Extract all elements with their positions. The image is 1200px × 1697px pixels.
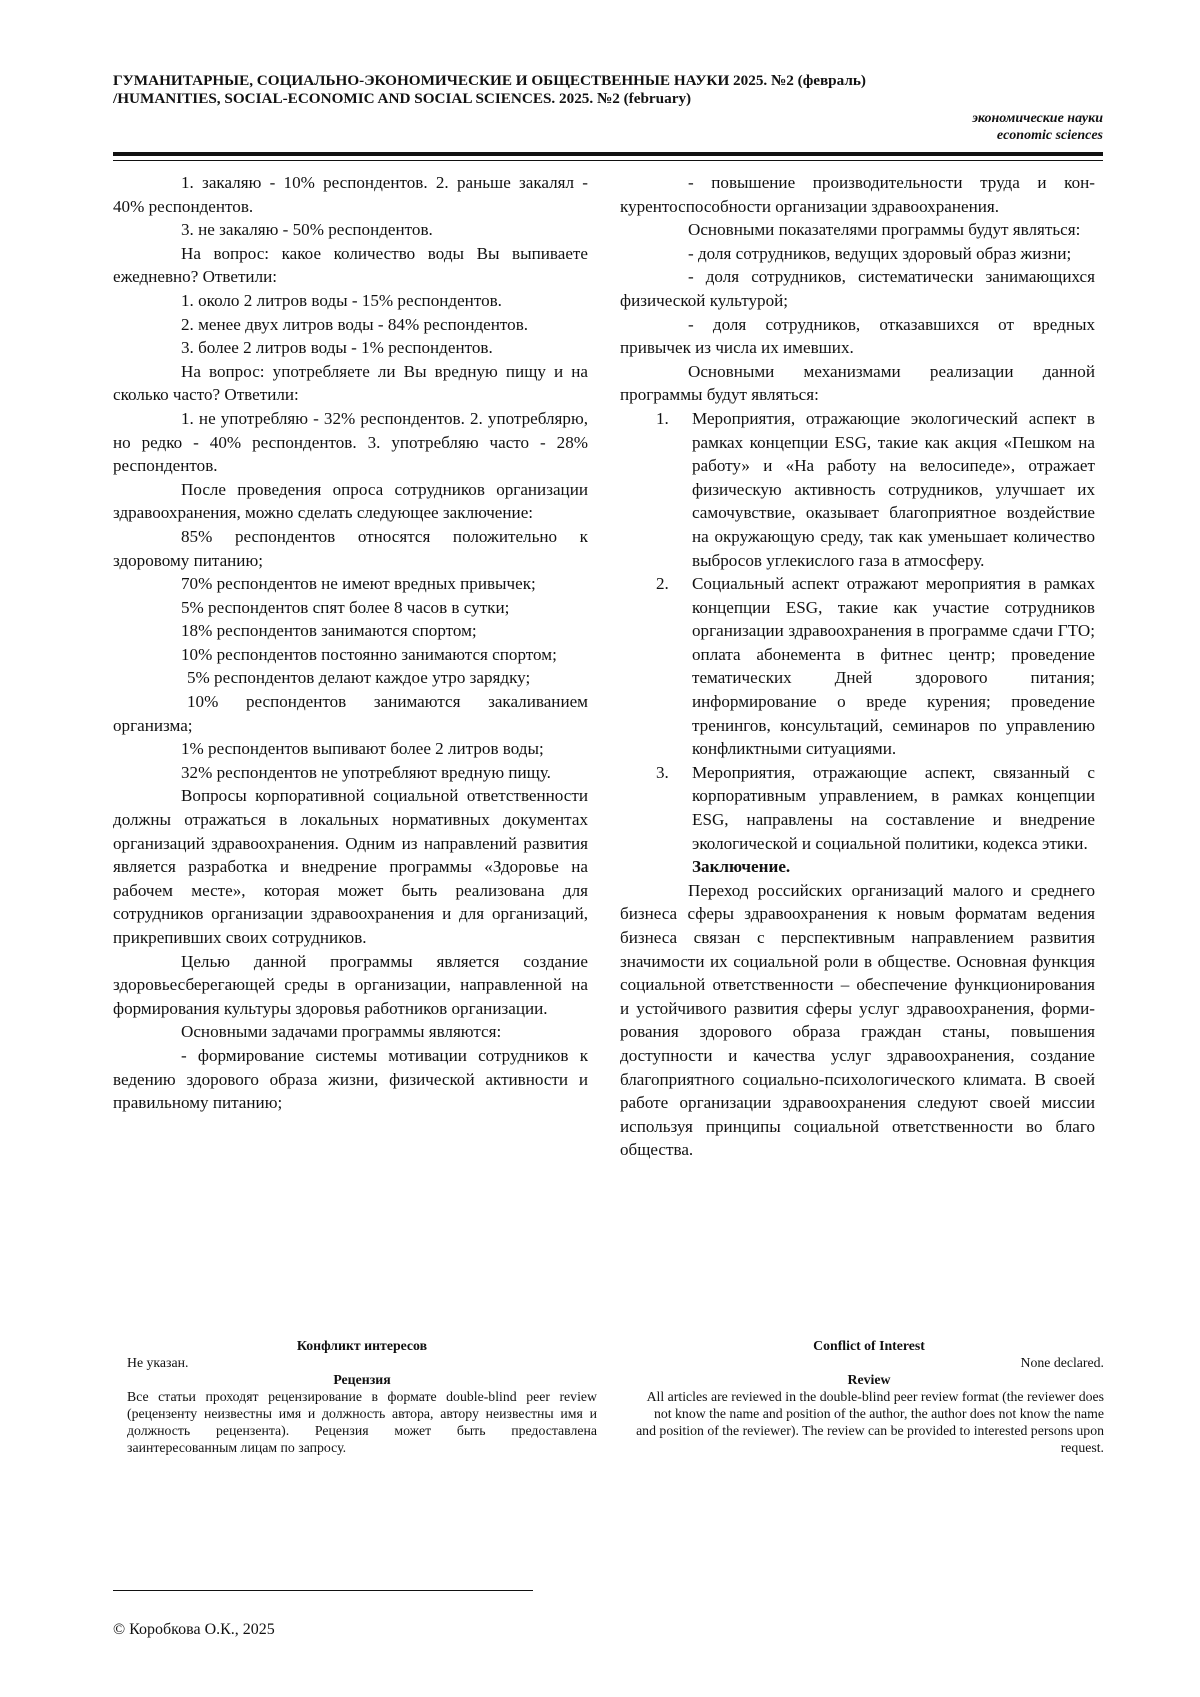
paragraph: 1. не употребляю - 32% респондентов. 2. употреблярю, но редко - 40% респондентов. 3. употребляю часто - 28% респондентов. — [113, 408, 588, 476]
paragraph: Целью данной программы является создание здоровьесберегающей среды в организации, направленной на формирования культуры здоровья работников организации. — [113, 951, 588, 1018]
footnote-rule — [113, 1590, 533, 1591]
conclusion-paragraph: Переход российских организаций малого и среднего бизнеса сферы здравоохранения к новым форматам ведения бизнеса связан с перспективным направлением развития значимости их социальной роли в обществе. Основная функция социальной ответственности – обеспечение функционирования и устойчивого развития сферы услуг здравоохранения, формирования здорового образа граждан станы, повышения доступности и качества услуг здравоохранения, создание благоприятного социально-психологического климата. В своей работе организации здравоохранения следуют своей миссии используя принципы социальной ответственности во благо общества. — [620, 880, 1095, 1160]
paragraph: 1. закаляю - 10% респондентов. 2. раньше закалял - 40% респондентов. — [113, 173, 588, 216]
copyright-line: © Коробкова О.К., 2025 — [113, 1621, 275, 1638]
right-column — [620, 171, 1095, 1162]
paragraph: - формирование системы мотивации сотрудников к ведению здорового образа жизни, физической активности и правильному питанию; — [113, 1045, 588, 1113]
paragraph: - доля сотрудников, систематически занимающихся физической культурой; — [620, 267, 1095, 310]
section-en: economic sciences — [996, 128, 1103, 143]
paragraph: 10% респондентов постоянно занимаются спортом; — [181, 644, 557, 664]
paragraph: На вопрос: употребляете ли Вы вредную пищу и на сколько часто? Ответили: — [113, 361, 588, 405]
review-title-ru: Рецензия — [333, 1372, 391, 1387]
conflict-title-en: Conflict of Interest — [813, 1338, 925, 1353]
list-text: Мероприятия, отражающие экологический аспект в рамках концепции ESG, такие как акция «Пешком на работу» и «На работу на велосипеде», отражает физическую активность сотрудников, улучшает их самочувствие, оказывает благоприятное воздействие на окружающую среду, так как уменьшает количество выбросов углекислого газа в атмосферу. — [692, 408, 1095, 570]
paragraph: На вопрос: какое количество воды Вы выпиваете ежедневно? Ответили: — [113, 243, 588, 287]
section-label — [972, 110, 1103, 144]
list-item — [620, 761, 1095, 855]
list-item — [620, 407, 1095, 572]
paragraph: 5% респондентов делают каждое утро зарядку; — [187, 668, 531, 688]
review-text-ru: Все статьи проходят рецензирование в формате double-blind peer review (рецензенту неизвестны имя и должность автора, автору неизвестны имя и должность рецензента). Рецензия может быть предоставлена заинтересованным лицам по запросу. — [127, 1389, 597, 1455]
paragraph: 32% респондентов не употребляют вредную пищу. — [181, 762, 551, 782]
list-text: Социальный аспект отражают мероприятия в рамках концепции ESG, такие как участие сотрудников организации здравоохранения в программе сдачи ГТО; оплата абонемента в фитнес центр; проведение тематических Дней здорового питания; информирование о вреде курения; проведение тренингов, консультаций, семинаров по управлению конфликтными ситуациями. — [692, 574, 1095, 759]
review-title-en: Review — [847, 1372, 891, 1387]
paragraph: 3. более 2 литров воды - 1% респондентов. — [181, 338, 493, 358]
list-number: 1. — [656, 408, 669, 428]
paragraph: - доля сотрудников, отказавшихся от вредных привычек из числа их имевших. — [620, 314, 1095, 358]
list-text: Мероприятия, отражающие аспект, связанный с корпоративным управлением, в рамках концепции ESG, направлены на составление и внедрение экологической и социальной политики, кодекса этики. — [692, 762, 1095, 853]
header-rule-thin — [113, 160, 1103, 161]
list-number: 3. — [656, 762, 669, 782]
paragraph: 3. не закаляю - 50% респондентов. — [181, 220, 433, 240]
paragraph: - доля сотрудников, ведущих здоровый образ жизни; — [688, 243, 1072, 263]
paragraph: 5% респондентов спят более 8 часов в сутки; — [181, 597, 510, 617]
list-number: 2. — [656, 574, 669, 594]
paragraph: 10% респондентов занимаются закаливанием организма; — [113, 692, 588, 735]
journal-title-en: /HUMANITIES, SOCIAL-ECONOMIC AND SOCIAL SCIENCES. 2025. №2 (february) — [113, 90, 692, 107]
paragraph: 1% респондентов выпивают более 2 литров воды; — [181, 739, 544, 759]
mechanisms-list — [620, 407, 1095, 855]
paragraph: После проведения опроса сотрудников организации здравоохранения, можно сделать следующее заключение: — [113, 479, 588, 523]
journal-title-ru: ГУМАНИТАРНЫЕ, СОЦИАЛЬНО-ЭКОНОМИЧЕСКИЕ И ОБЩЕСТВЕННЫЕ НАУКИ 2025. №2 (февраль) — [113, 72, 866, 89]
paragraph: - повышение производительности труда и конкурентоспособности организации здравоохранения. — [620, 173, 1095, 216]
section-ru: экономические науки — [972, 111, 1103, 126]
header-rule-thick — [113, 152, 1103, 156]
paragraph: Основными задачами программы являются: — [181, 1022, 502, 1042]
conflict-title-ru: Конфликт интересов — [296, 1338, 428, 1353]
paragraph: Вопросы корпоративной социальной ответственности должны отражаться в локальных нормативных документах организаций здравоохранения. Одним из направлений развития является разработка и внедрение программы «Здоровье на рабочем месте», которая может быть реализована для сотрудников организации здравоохранения и для организаций, прикрепивших своих сотрудников. — [113, 786, 588, 947]
paragraph: Основными показателями программы будут являться: — [688, 220, 1081, 240]
paragraph: 2. менее двух литров воды - 84% респондентов. — [181, 314, 529, 334]
list-item — [620, 572, 1095, 761]
conflict-value-ru: Не указан. — [127, 1355, 189, 1370]
review-text-en: All articles are reviewed in the double-blind peer review format (the reviewer does not know the name and position of the author, the author does not know the name and position of the reviewer). The review can be provided to interested persons upon request. — [636, 1389, 1104, 1455]
running-header — [113, 72, 1103, 143]
paragraph: 18% респондентов занимаются спортом; — [181, 621, 477, 641]
paragraph: 85% респондентов относятся положительно к здоровому питанию; — [113, 526, 588, 570]
paragraph: 1. около 2 литров воды - 15% респондентов. — [181, 290, 502, 310]
footer-en — [634, 1337, 1104, 1456]
left-column — [113, 171, 588, 1115]
conflict-value-en: None declared. — [1020, 1355, 1104, 1370]
conclusion-heading: Заключение. — [692, 857, 791, 877]
paragraph: 70% респондентов не имеют вредных привычек; — [181, 574, 536, 594]
footer-ru — [127, 1337, 597, 1456]
paragraph: Основными механизмами реализации данной программы будут являться: — [620, 361, 1095, 405]
